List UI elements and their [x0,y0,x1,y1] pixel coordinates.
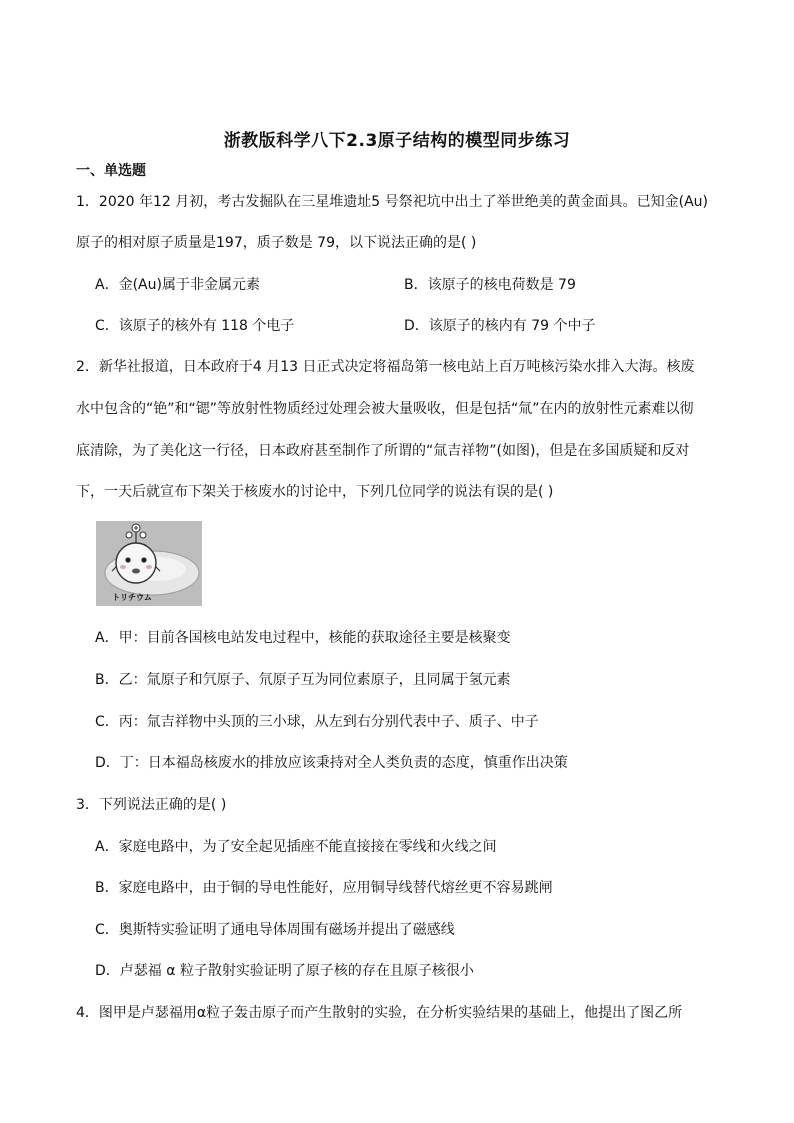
section-heading: 一、单选题 [76,163,146,179]
question-4-line-1: 4．图甲是卢瑟福用α粒子轰击原子而产生散射的实验，在分析实验结果的基础上，他提出了图乙所 [76,1005,683,1021]
question-1-option-a: A．金(Au)属于非金属元素 [95,277,260,293]
page-title: 浙教版科学八下2.3原子结构的模型同步练习 [223,131,571,151]
question-2-line-2: 水中包含的“铯”和“锶”等放射性物质经过处理会被大量吸收，但是包括“氚”在内的放射性元素难以彻 [76,401,694,417]
mascot-caption: トリチウム [112,593,152,602]
question-1-option-d: D．该原子的核内有 79 个中子 [404,318,596,334]
question-3-option-d: D．卢瑟福 α 粒子散射实验证明了原子核的存在且原子核很小 [95,963,474,979]
question-2-option-c: C．丙：氚吉祥物中头顶的三小球，从左到右分别代表中子、质子、中子 [95,714,539,730]
question-2-option-d: D．丁：日本福岛核废水的排放应该秉持对全人类负责的态度，慎重作出决策 [95,755,568,771]
tritium-mascot-image [96,521,202,606]
question-1-option-b: B．该原子的核电荷数是 79 [404,277,576,293]
question-3-option-a: A．家庭电路中，为了安全起见插座不能直接接在零线和火线之间 [95,839,497,855]
question-3-option-b: B．家庭电路中，由于铜的导电性能好，应用铜导线替代熔丝更不容易跳闸 [95,880,553,896]
question-2-line-1: 2．新华社报道，日本政府于4 月13 日正式决定将福岛第一核电站上百万吨核污染水排入大海。核废 [76,359,695,375]
question-2-line-4: 下，一天后就宣布下架关于核废水的讨论中，下列几位同学的说法有误的是( ) [76,484,554,500]
question-1-option-c: C．该原子的核外有 118 个电子 [95,318,295,334]
question-3-line-1: 3．下列说法正确的是( ) [76,797,227,813]
question-3-option-c: C．奥斯特实验证明了通电导体周围有磁场并提出了磁感线 [95,922,455,938]
question-1-line-2: 原子的相对原子质量是197，质子数是 79，以下说法正确的是( ) [76,235,477,251]
question-2-option-a: A．甲：目前各国核电站发电过程中，核能的获取途径主要是核聚变 [95,630,511,646]
question-2-line-3: 底清除，为了美化这一行径，日本政府甚至制作了所谓的“氚吉祥物”(如图)，但是在多国质疑和反对 [76,443,690,459]
question-1-line-1: 1．2020 年12 月初，考古发掘队在三星堆遗址5 号祭祀坑中出土了举世绝美的黄金面具。已知金(Au) [76,194,708,210]
question-2-option-b: B．乙：氚原子和氕原子、氘原子互为同位素原子，且同属于氢元素 [95,672,511,688]
